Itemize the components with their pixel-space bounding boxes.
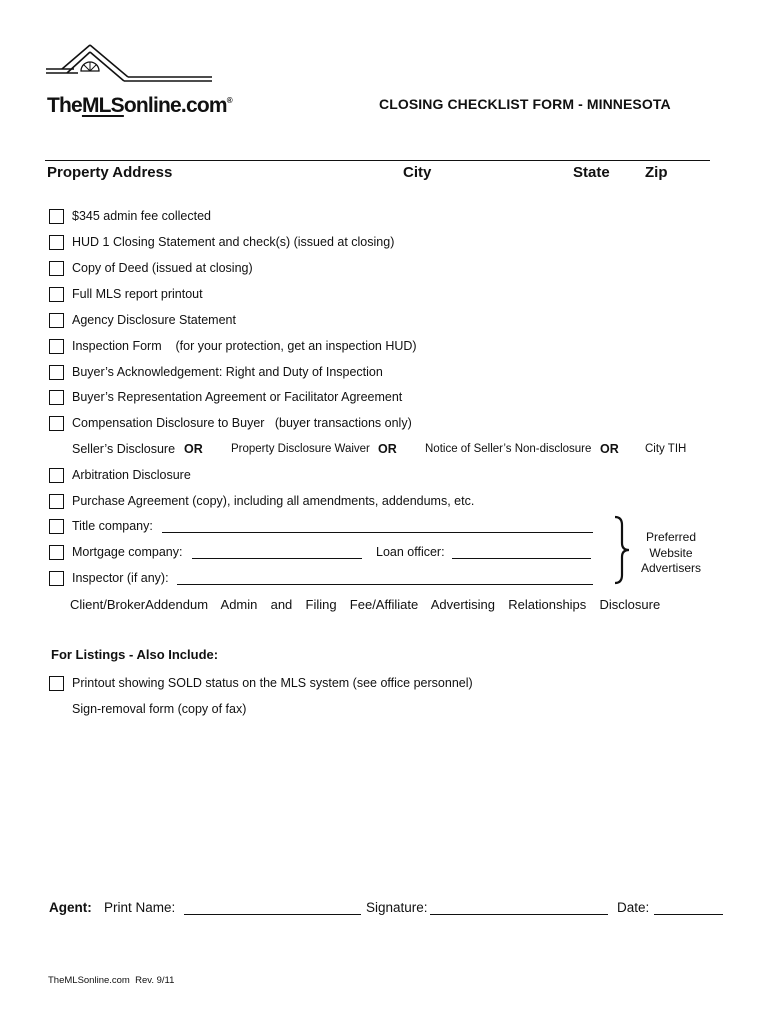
website-line: Website (649, 545, 693, 560)
address-line[interactable] (45, 160, 710, 161)
form-title: CLOSING CHECKLIST FORM - MINNESOTA (379, 96, 671, 112)
checkbox-inspection-form[interactable] (49, 339, 64, 354)
date-label: Date: (617, 900, 650, 915)
city-tih: City TIH (645, 443, 687, 455)
item-inspection-form: Inspection Form (for your protection, get an inspection HUD) (72, 339, 417, 353)
preferred-advertisers (630, 530, 712, 577)
checkbox-arbitration[interactable] (49, 468, 64, 483)
inspector-field[interactable] (177, 584, 593, 585)
signature-field[interactable] (430, 914, 608, 915)
agent-label: Agent: (49, 900, 92, 915)
right-brace-icon (612, 515, 632, 585)
item-sold-printout: Printout showing SOLD status on the MLS system (see office personnel) (72, 676, 473, 690)
item-admin-fee: $345 admin fee collected (72, 209, 211, 223)
item-compensation-disclosure: Compensation Disclosure to Buyer (buyer transactions only) (72, 416, 412, 430)
property-disclosure-waiver: Property Disclosure Waiver (231, 443, 370, 455)
checkbox-copy-of-deed[interactable] (49, 261, 64, 276)
zip-label: Zip (645, 164, 668, 181)
checkbox-purchase-agreement[interactable] (49, 494, 64, 509)
item-agency-disclosure: Agency Disclosure Statement (72, 313, 236, 327)
item-purchase-agreement: Purchase Agreement (copy), including all amendments, addendums, etc. (72, 494, 475, 508)
checkbox-inspector[interactable] (49, 571, 64, 586)
brand-logo-text (47, 94, 232, 118)
checkbox-buyer-acknowledgement[interactable] (49, 365, 64, 380)
date-field[interactable] (654, 914, 723, 915)
city-label: City (403, 164, 432, 181)
brand-suffix: online.com (123, 94, 227, 117)
sellers-disclosure: Seller’s Disclosure (72, 442, 176, 456)
checkbox-mortgage-company[interactable] (49, 545, 64, 560)
state-label: State (573, 164, 610, 181)
advertisers-line: Advertisers (640, 561, 702, 575)
registered-mark: ® (226, 96, 232, 105)
checkbox-sold-printout[interactable] (49, 676, 64, 691)
preferred-line: Preferred (645, 530, 697, 544)
revision-note: TheMLSonline.com Rev. 9/11 (48, 975, 175, 986)
loan-officer-label: Loan officer: (376, 545, 445, 559)
listings-heading: For Listings - Also Include: (51, 647, 219, 662)
item-sign-removal: Sign-removal form (copy of fax) (72, 702, 247, 716)
loan-officer-field[interactable] (452, 558, 591, 559)
signature-label: Signature: (366, 900, 428, 915)
title-company-label: Title company: (72, 519, 153, 533)
print-name-field[interactable] (184, 914, 361, 915)
mortgage-company-label: Mortgage company: (72, 545, 183, 559)
or-label-2: OR (378, 442, 397, 456)
mortgage-company-field[interactable] (192, 558, 362, 559)
item-buyer-representation: Buyer’s Representation Agreement or Facilitator Agreement (72, 390, 403, 404)
item-copy-of-deed: Copy of Deed (issued at closing) (72, 261, 253, 275)
checkbox-admin-fee[interactable] (49, 209, 64, 224)
client-broker-addendum: Client/BrokerAddendum Admin and Filing Fee/Affiliate Advertising Relationships Disclosure (70, 597, 661, 612)
title-company-field[interactable] (162, 532, 593, 533)
or-label-3: OR (600, 442, 619, 456)
checkbox-compensation-disclosure[interactable] (49, 416, 64, 431)
checkbox-hud-statement[interactable] (49, 235, 64, 250)
notice-non-disclosure: Notice of Seller’s Non-disclosure (425, 443, 592, 455)
property-address-label: Property Address (47, 164, 173, 181)
checkbox-mls-report[interactable] (49, 287, 64, 302)
checkbox-agency-disclosure[interactable] (49, 313, 64, 328)
item-mls-report: Full MLS report printout (72, 287, 203, 301)
inspector-label: Inspector (if any): (72, 571, 169, 585)
item-hud-statement: HUD 1 Closing Statement and check(s) (issued at closing) (72, 235, 395, 249)
checkbox-buyer-representation[interactable] (49, 390, 64, 405)
checkbox-title-company[interactable] (49, 519, 64, 534)
brand-mls: MLS (81, 94, 124, 117)
or-label-1: OR (184, 442, 203, 456)
item-arbitration: Arbitration Disclosure (72, 468, 191, 482)
print-name-label: Print Name: (104, 900, 176, 915)
item-buyer-acknowledgement: Buyer’s Acknowledgement: Right and Duty of Inspection (72, 365, 383, 379)
house-logo-icon (44, 42, 216, 86)
brand-prefix: The (47, 94, 82, 117)
